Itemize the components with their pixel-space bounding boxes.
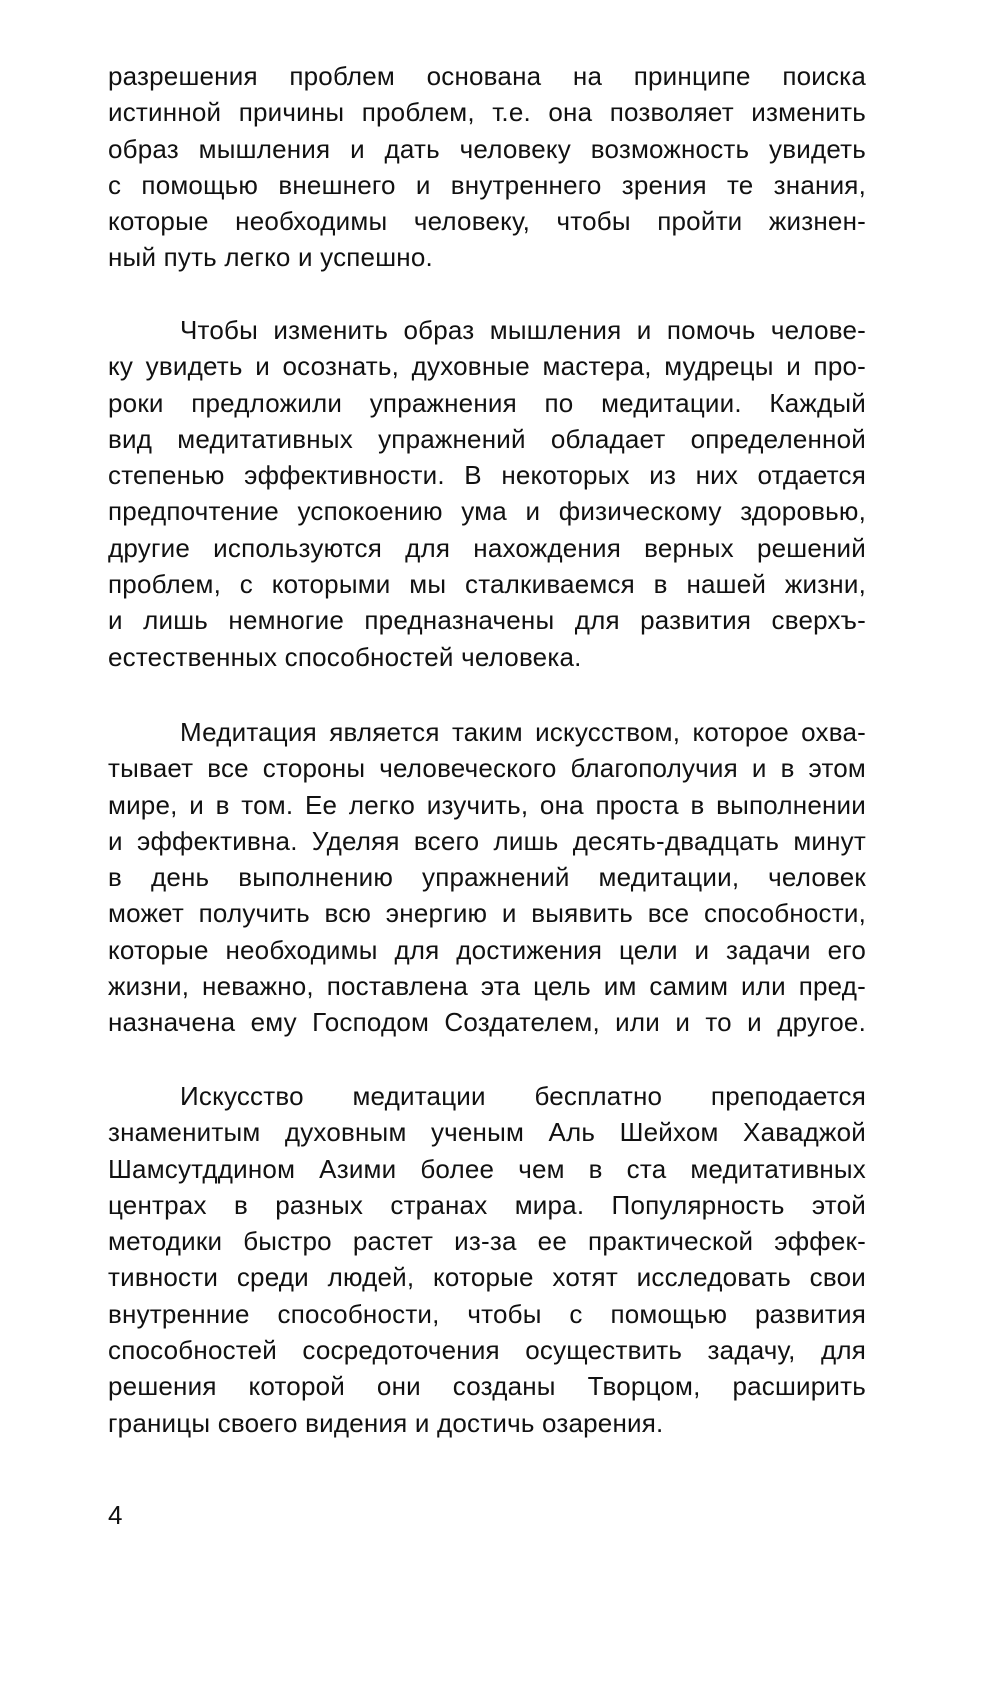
text-line: разрешения проблем основана на принципе поиска	[108, 61, 866, 91]
text-line: способностей сосредоточения осуществить задачу, для	[108, 1335, 866, 1366]
text-line: тивности среди людей, которые хотят исследовать свои	[108, 1262, 866, 1293]
text-line: с помощью внешнего и внутреннего зрения те знания,	[108, 169, 866, 200]
text-line: и эффективна. Уделяя всего лишь десять-двадцать минут	[108, 825, 866, 856]
text-line: другие используются для нахождения верных решений	[108, 532, 866, 563]
text-line: образ мышления и дать человеку возможность увидеть	[108, 133, 866, 164]
text-line: которые необходимы для достижения цели и задачи его	[108, 934, 866, 965]
page-number: 4	[108, 1500, 123, 1530]
text-line: мире, и в том. Ее легко изучить, она проста в выполнении	[108, 789, 866, 820]
text-line: знаменитым духовным ученым Аль Шейхом Хаваджой	[108, 1117, 866, 1148]
text-line: Медитация является таким искусством, которое охва-	[180, 717, 866, 747]
text-line: методики быстро растет из-за ее практической эффек-	[108, 1226, 866, 1257]
text-line: роки предложили упражнения по медитации. Каждый	[108, 387, 866, 418]
text-line: предпочтение успокоению ума и физическому здоровью,	[108, 496, 866, 527]
text-line: проблем, с которыми мы сталкиваемся в нашей жизни,	[108, 569, 866, 600]
text-line: естественных способностей человека.	[108, 641, 582, 672]
text-line: в день выполнению упражнений медитации, человек	[108, 862, 866, 893]
text-line: решения которой они созданы Творцом, расширить	[108, 1371, 866, 1402]
text-line: истинной причины проблем, т.е. она позволяет изменить	[108, 97, 866, 128]
paragraph-3	[108, 714, 866, 1041]
text-line: степенью эффективности. В некоторых из них отдается	[108, 460, 866, 491]
text-line: внутренние способности, чтобы с помощью развития	[108, 1298, 866, 1329]
text-line: ку увидеть и осознать, духовные мастера, мудрецы и про-	[108, 351, 866, 382]
paragraph-2	[108, 312, 866, 675]
paragraph-1	[108, 58, 866, 276]
text-line: назначена ему Господом Создателем, или и то и другое.	[108, 1007, 866, 1038]
text-line: тывает все стороны человеческого благополучия и в этом	[108, 753, 866, 784]
text-line: и лишь немногие предназначены для развития сверхъ-	[108, 605, 866, 636]
text-line: жизни, неважно, поставлена эта цель им самим или пред-	[108, 971, 866, 1002]
text-line: может получить всю энергию и выявить все способности,	[108, 898, 866, 929]
text-line: границы своего видения и достичь озарения.	[108, 1407, 664, 1438]
text-line: Искусство медитации бесплатно преподается	[180, 1081, 866, 1111]
text-line: которые необходимы человеку, чтобы пройти жизнен-	[108, 206, 866, 237]
text-line: Чтобы изменить образ мышления и помочь челове-	[180, 315, 866, 345]
paragraph-4	[108, 1078, 866, 1441]
text-line: ный путь легко и успешно.	[108, 242, 433, 273]
text-line: центрах в разных странах мира. Популярность этой	[108, 1189, 866, 1220]
text-line: Шамсутддином Азими более чем в ста медитативных	[108, 1153, 866, 1184]
text-line: вид медитативных упражнений обладает определенной	[108, 423, 866, 454]
